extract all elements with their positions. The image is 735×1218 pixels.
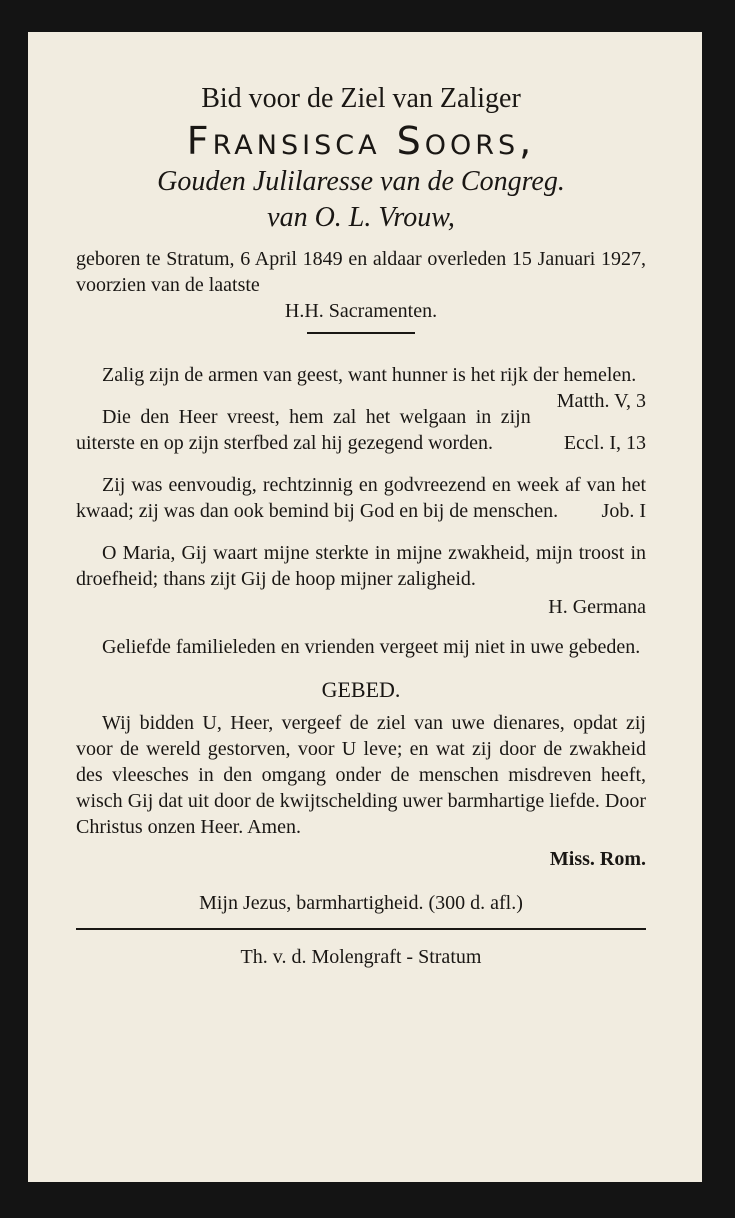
verse-4: [76, 540, 646, 592]
verse-reference: Job. I: [601, 500, 646, 522]
biography-text: geboren te Stratum, 6 April 1849 en aldaar overleden 15 Januari 1927, voorzien van de laatste: [76, 248, 646, 296]
divider: [76, 928, 646, 930]
verse-1: [76, 362, 646, 412]
verse-text: Geliefde familieleden en vrienden vergeet mij niet in uwe gebeden.: [102, 636, 641, 658]
biography-last-line: H.H. Sacramenten.: [284, 300, 438, 322]
prayer-text: Wij bidden U, Heer, vergeef de ziel van uwe dienares, opdat zij voor de wereld gestorven, voor U leve; en wat zij door de zwakheid des vleesches in den omgang onder de menschen misdreven heeft, wisch Gij dat uit door de kwijtschelding uwer barmhartige liefde. Door Christus onzen Heer. Amen.: [76, 712, 646, 838]
prayer-card: [28, 32, 702, 1182]
prayer-heading: GEBED.: [321, 677, 401, 702]
subtitle-line-1: Gouden Julilaresse van de Congreg.: [157, 166, 565, 197]
printer-line: Th. v. d. Molengraft - Stratum: [240, 946, 482, 968]
verse-text: Zalig zijn de armen van geest, want hunner is het rijk der hemelen.: [102, 364, 637, 386]
verse-text: Zij was eenvoudig, rechtzinnig en godvreezend en week af van het kwaad; zij was dan ook bemind bij God en bij de menschen.: [76, 474, 646, 522]
indulgence-line: Mijn Jezus, barmhartigheid. (300 d. afl.): [199, 892, 523, 914]
verse-5: [76, 634, 646, 660]
prayer-source: Miss. Rom.: [549, 848, 646, 870]
subtitle-line-2: van O. L. Vrouw,: [267, 202, 455, 233]
verse-3: [76, 472, 646, 524]
verse-reference: Matth. V, 3: [556, 390, 646, 412]
verse-text: Die den Heer vreest, hem zal het welgaan in zijn uiterste en op zijn sterfbed zal hij gezegend worden.: [76, 406, 531, 454]
verse-reference: H. Germana: [548, 596, 646, 618]
verse-reference: Eccl. I, 13: [563, 432, 646, 454]
deceased-name: Fransisca Soors,: [186, 119, 536, 163]
divider: [307, 332, 415, 334]
verse-text: O Maria, Gij waart mijne sterkte in mijne zwakheid, mijn troost in droefheid; thans zijt Gij de hoop mijner zaligheid.: [76, 542, 646, 590]
card-intro: Bid voor de Ziel van Zaliger: [201, 83, 521, 114]
